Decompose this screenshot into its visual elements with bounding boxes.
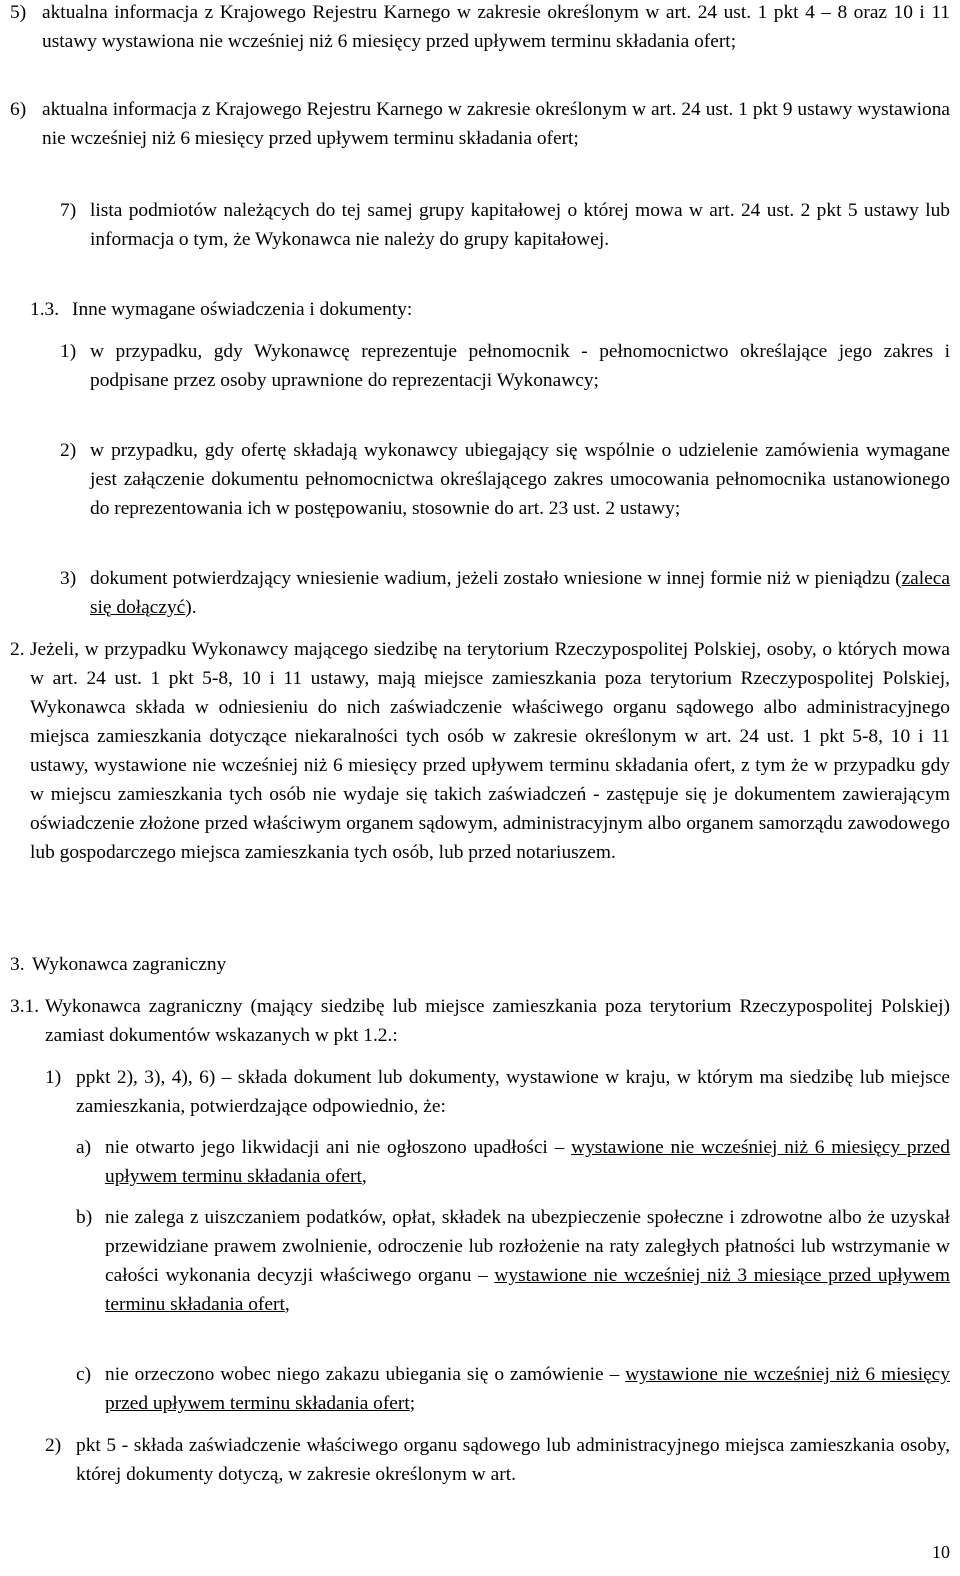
list-item-3 (90, 564, 950, 622)
text: ; (409, 1393, 416, 1414)
section-heading: Inne wymagane oświadczenia i dokumenty: (72, 299, 413, 320)
text: , (361, 1166, 367, 1187)
item-number: 2) (60, 440, 77, 461)
item-number: 1) (45, 1067, 62, 1088)
item-letter: c) (76, 1364, 92, 1385)
underlined-text: wystawione nie wcześniej niż 6 miesięcy przed upływem terminu składania ofert (105, 1137, 950, 1187)
list-item-6: aktualna informacja z Krajowego Rejestru Karnego w zakresie określonym w art. 24 ust. 1 pkt 9 ustawy wystawiona nie wcześniej niż 6 miesięcy przed upływem terminu składania ofert; (42, 99, 950, 149)
section-number: 1.3. (30, 299, 60, 320)
list-item-b (105, 1203, 950, 1319)
list-item-1: ppkt 2), 3), 4), 6) – składa dokument lub dokumenty, wystawione w kraju, w którym ma siedzibę lub miejsce zamieszkania, potwierdzające odpowiednio, że: (76, 1067, 950, 1117)
text: nie otwarto jego likwidacji ani nie ogłoszono upadłości – (105, 1137, 572, 1158)
section-2-paragraph: Jeżeli, w przypadku Wykonawcy mającego siedzibę na terytorium Rzeczypospolitej Polskiej, osoby, o których mowa w art. 24 ust. 1 pkt 5-8, 10 i 11 ustawy, mają miejsce zamieszkania poza terytorium Rzeczypospolitej Polskiej, Wykonawca składa w odniesieniu do nich zaświadczenie właściwego organu sądowego albo administracyjnego miejsca zamieszkania dotyczące niekaralności tych osób w zakresie określonym w art. 24 ust. 1 pkt 5-8, 10 i 11 ustawy, wystawione nie wcześniej niż 6 miesięcy przed upływem terminu składania ofert, z tym że w przypadku gdy w miejscu zamieszkania tych osób nie wydaje się takich zaświadczeń - zastępuje się je dokumentem zawierającym oświadczenie złożone przed właściwym organem sądowym, administracyjnym albo organem samorządu zawodowego lub gospodarczego miejsca zamieszkania tych osób, lub przed notariuszem. (30, 639, 950, 863)
section-3-1-paragraph: Wykonawca zagraniczny (mający siedzibę lub miejsce zamieszkania poza terytorium Rzeczypospolitej Polskiej) zamiast dokumentów wskazanych w pkt 1.2.: (45, 996, 950, 1046)
item-letter: b) (76, 1207, 93, 1228)
list-item-7: lista podmiotów należących do tej samej grupy kapitałowej o której mowa w art. 24 ust. 2 pkt 5 ustawy lub informacja o tym, że Wykonawca nie należy do grupy kapitałowej. (90, 200, 950, 250)
text: nie zalega z uiszczaniem podatków, opłat, składek na ubezpieczenie społeczne i zdrowotne albo że uzyskał przewidziane prawem zwolnienie, odroczenie lub rozłożenie na raty zaległych płatności lub wstrzymanie w całości wykonania decyzji właściwego organu – (105, 1207, 950, 1286)
underlined-text: zaleca się dołączyć (90, 568, 950, 618)
page-number: 10 (932, 1542, 950, 1562)
item-number: 2) (45, 1435, 62, 1456)
section-number: 3. (10, 954, 25, 975)
underlined-text: wystawione nie wcześniej niż 3 miesiące przed upływem terminu składania ofert (105, 1265, 951, 1315)
section-number: 3.1. (10, 996, 40, 1017)
item-number: 1) (60, 341, 77, 362)
section-heading: Wykonawca zagraniczny (32, 954, 227, 975)
list-item-1: w przypadku, gdy Wykonawcę reprezentuje pełnomocnik - pełnomocnictwo określające jego zakres i podpisane przez osoby uprawnione do reprezentacji Wykonawcy; (90, 341, 950, 391)
list-item-2: pkt 5 - składa zaświadczenie właściwego organu sądowego lub administracyjnego miejsca zamieszkania osoby, której dokumenty dotyczą, w zakresie określonym w art. (76, 1435, 950, 1485)
item-number: 5) (10, 2, 27, 23)
text: , (284, 1294, 290, 1315)
text: ). (185, 597, 197, 618)
item-number: 6) (10, 99, 27, 120)
item-number: 7) (60, 200, 77, 221)
list-item-a (105, 1133, 950, 1191)
text: dokument potwierdzający wniesienie wadium, jeżeli zostało wniesione w innej formie niż w pieniądzu ( (90, 568, 902, 589)
text: nie orzeczono wobec niego zakazu ubiegania się o zamówienie – (105, 1364, 626, 1385)
list-item-c (105, 1360, 950, 1418)
section-number: 2. (10, 639, 25, 660)
list-item-5: aktualna informacja z Krajowego Rejestru Karnego w zakresie określonym w art. 24 ust. 1 pkt 4 – 8 oraz 10 i 11 ustawy wystawiona nie wcześniej niż 6 miesięcy przed upływem terminu składania ofert; (42, 2, 950, 52)
underlined-text: wystawione nie wcześniej niż 6 miesięcy przed upływem terminu składania ofert (105, 1364, 950, 1414)
list-item-2: w przypadku, gdy ofertę składają wykonawcy ubiegający się wspólnie o udzielenie zamówienia wymagane jest załączenie dokumentu pełnomocnictwa określającego zakres umocowania pełnomocnika ustanowionego do reprezentowania ich w postępowaniu, stosownie do art. 23 ust. 2 ustawy; (90, 440, 950, 519)
item-letter: a) (76, 1137, 92, 1158)
item-number: 3) (60, 568, 77, 589)
